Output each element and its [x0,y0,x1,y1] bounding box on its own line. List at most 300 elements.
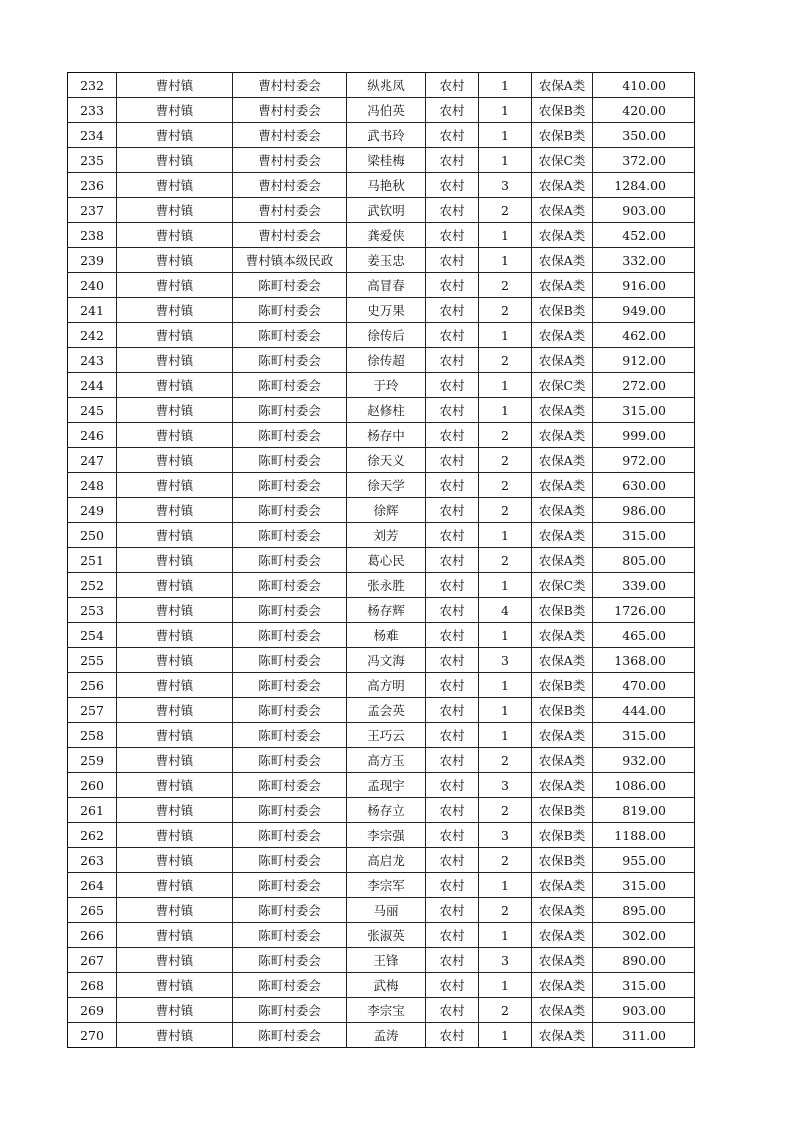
row-number: 251 [68,548,117,573]
village-committee-cell: 陈町村委会 [233,398,347,423]
amount-cell: 1368.00 [593,648,695,673]
insurance-category-cell: 农保A类 [532,423,593,448]
table-row [68,723,695,748]
town-cell: 曹村镇 [117,473,233,498]
name-cell: 高方玉 [347,748,426,773]
household-type-cell: 农村 [426,573,479,598]
village-committee-cell: 曹村村委会 [233,73,347,98]
amount-cell: 630.00 [593,473,695,498]
row-number: 233 [68,98,117,123]
insurance-category-cell: 农保A类 [532,998,593,1023]
village-committee-cell: 曹村镇本级民政 [233,248,347,273]
insurance-category-cell: 农保A类 [532,523,593,548]
household-type-cell: 农村 [426,548,479,573]
table-row [68,848,695,873]
row-number: 265 [68,898,117,923]
amount-cell: 805.00 [593,548,695,573]
town-cell: 曹村镇 [117,1023,233,1048]
persons-cell: 2 [479,198,532,223]
name-cell: 张淑英 [347,923,426,948]
persons-cell: 1 [479,98,532,123]
town-cell: 曹村镇 [117,523,233,548]
persons-cell: 1 [479,223,532,248]
persons-cell: 1 [479,73,532,98]
amount-cell: 311.00 [593,1023,695,1048]
row-number: 240 [68,273,117,298]
insurance-category-cell: 农保B类 [532,798,593,823]
amount-cell: 986.00 [593,498,695,523]
persons-cell: 2 [479,473,532,498]
name-cell: 李宗强 [347,823,426,848]
household-type-cell: 农村 [426,823,479,848]
table-row [68,648,695,673]
town-cell: 曹村镇 [117,373,233,398]
table-row [68,373,695,398]
table-row [68,1023,695,1048]
table-row [68,298,695,323]
household-type-cell: 农村 [426,998,479,1023]
row-number: 253 [68,598,117,623]
insurance-category-cell: 农保A类 [532,498,593,523]
name-cell: 龚爱侠 [347,223,426,248]
household-type-cell: 农村 [426,148,479,173]
table-row [68,623,695,648]
amount-cell: 890.00 [593,948,695,973]
persons-cell: 3 [479,648,532,673]
table-row [68,798,695,823]
persons-cell: 2 [479,423,532,448]
persons-cell: 3 [479,948,532,973]
household-type-cell: 农村 [426,398,479,423]
household-type-cell: 农村 [426,323,479,348]
village-committee-cell: 陈町村委会 [233,898,347,923]
town-cell: 曹村镇 [117,923,233,948]
household-type-cell: 农村 [426,773,479,798]
household-type-cell: 农村 [426,248,479,273]
amount-cell: 916.00 [593,273,695,298]
amount-cell: 949.00 [593,298,695,323]
name-cell: 杨存中 [347,423,426,448]
village-committee-cell: 陈町村委会 [233,598,347,623]
row-number: 261 [68,798,117,823]
village-committee-cell: 陈町村委会 [233,648,347,673]
village-committee-cell: 陈町村委会 [233,298,347,323]
row-number: 262 [68,823,117,848]
town-cell: 曹村镇 [117,323,233,348]
table-row [68,73,695,98]
row-number: 257 [68,698,117,723]
household-type-cell: 农村 [426,73,479,98]
village-committee-cell: 陈町村委会 [233,923,347,948]
table-row [68,448,695,473]
village-committee-cell: 陈町村委会 [233,448,347,473]
village-committee-cell: 陈町村委会 [233,273,347,298]
household-type-cell: 农村 [426,698,479,723]
persons-cell: 1 [479,873,532,898]
row-number: 266 [68,923,117,948]
town-cell: 曹村镇 [117,748,233,773]
amount-cell: 819.00 [593,798,695,823]
insurance-category-cell: 农保B类 [532,98,593,123]
name-cell: 赵修柱 [347,398,426,423]
table-row [68,823,695,848]
household-type-cell: 农村 [426,623,479,648]
row-number: 267 [68,948,117,973]
row-number: 242 [68,323,117,348]
amount-cell: 444.00 [593,698,695,723]
town-cell: 曹村镇 [117,723,233,748]
insurance-category-cell: 农保A类 [532,473,593,498]
insurance-category-cell: 农保A类 [532,448,593,473]
town-cell: 曹村镇 [117,798,233,823]
insurance-category-cell: 农保C类 [532,373,593,398]
village-committee-cell: 陈町村委会 [233,1023,347,1048]
table-row [68,98,695,123]
persons-cell: 2 [479,748,532,773]
household-type-cell: 农村 [426,598,479,623]
town-cell: 曹村镇 [117,648,233,673]
town-cell: 曹村镇 [117,973,233,998]
town-cell: 曹村镇 [117,273,233,298]
village-committee-cell: 陈町村委会 [233,323,347,348]
household-type-cell: 农村 [426,348,479,373]
row-number: 259 [68,748,117,773]
village-committee-cell: 陈町村委会 [233,723,347,748]
insurance-category-cell: 农保A类 [532,273,593,298]
household-type-cell: 农村 [426,873,479,898]
table-row [68,198,695,223]
town-cell: 曹村镇 [117,823,233,848]
village-committee-cell: 陈町村委会 [233,698,347,723]
table-row [68,148,695,173]
insurance-category-cell: 农保B类 [532,848,593,873]
town-cell: 曹村镇 [117,423,233,448]
table-row [68,498,695,523]
town-cell: 曹村镇 [117,248,233,273]
name-cell: 葛心民 [347,548,426,573]
amount-cell: 420.00 [593,98,695,123]
row-number: 239 [68,248,117,273]
name-cell: 孟会英 [347,698,426,723]
name-cell: 王巧云 [347,723,426,748]
persons-cell: 1 [479,923,532,948]
persons-cell: 2 [479,798,532,823]
village-committee-cell: 陈町村委会 [233,773,347,798]
table-row [68,973,695,998]
row-number: 234 [68,123,117,148]
row-number: 269 [68,998,117,1023]
village-committee-cell: 陈町村委会 [233,623,347,648]
name-cell: 于玲 [347,373,426,398]
household-type-cell: 农村 [426,848,479,873]
village-committee-cell: 陈町村委会 [233,973,347,998]
amount-cell: 1188.00 [593,823,695,848]
table-row [68,273,695,298]
table-row [68,998,695,1023]
name-cell: 徐传后 [347,323,426,348]
household-type-cell: 农村 [426,973,479,998]
persons-cell: 1 [479,573,532,598]
row-number: 246 [68,423,117,448]
name-cell: 徐天义 [347,448,426,473]
insurance-category-cell: 农保A类 [532,198,593,223]
persons-cell: 2 [479,848,532,873]
insurance-category-cell: 农保C类 [532,573,593,598]
amount-cell: 315.00 [593,523,695,548]
household-type-cell: 农村 [426,98,479,123]
town-cell: 曹村镇 [117,123,233,148]
name-cell: 徐辉 [347,498,426,523]
insurance-category-cell: 农保A类 [532,1023,593,1048]
name-cell: 马丽 [347,898,426,923]
row-number: 260 [68,773,117,798]
household-type-cell: 农村 [426,273,479,298]
row-number: 247 [68,448,117,473]
amount-cell: 315.00 [593,398,695,423]
amount-cell: 302.00 [593,923,695,948]
name-cell: 孟现宇 [347,773,426,798]
amount-cell: 410.00 [593,73,695,98]
insurance-category-cell: 农保A类 [532,773,593,798]
amount-cell: 999.00 [593,423,695,448]
row-number: 232 [68,73,117,98]
row-number: 238 [68,223,117,248]
name-cell: 杨难 [347,623,426,648]
insurance-category-cell: 农保A类 [532,323,593,348]
row-number: 244 [68,373,117,398]
row-number: 255 [68,648,117,673]
name-cell: 武钦明 [347,198,426,223]
village-committee-cell: 陈町村委会 [233,573,347,598]
persons-cell: 1 [479,373,532,398]
persons-cell: 2 [479,348,532,373]
amount-cell: 372.00 [593,148,695,173]
village-committee-cell: 陈町村委会 [233,848,347,873]
amount-cell: 1086.00 [593,773,695,798]
row-number: 263 [68,848,117,873]
town-cell: 曹村镇 [117,773,233,798]
insurance-category-cell: 农保A类 [532,873,593,898]
household-type-cell: 农村 [426,673,479,698]
name-cell: 梁桂梅 [347,148,426,173]
amount-cell: 903.00 [593,198,695,223]
row-number: 250 [68,523,117,548]
persons-cell: 2 [479,298,532,323]
village-committee-cell: 陈町村委会 [233,548,347,573]
household-type-cell: 农村 [426,648,479,673]
household-type-cell: 农村 [426,898,479,923]
row-number: 249 [68,498,117,523]
name-cell: 张永胜 [347,573,426,598]
insurance-category-cell: 农保A类 [532,348,593,373]
name-cell: 高启龙 [347,848,426,873]
household-type-cell: 农村 [426,498,479,523]
household-type-cell: 农村 [426,798,479,823]
name-cell: 李宗宝 [347,998,426,1023]
table-row [68,598,695,623]
insurance-category-cell: 农保A类 [532,973,593,998]
town-cell: 曹村镇 [117,573,233,598]
amount-cell: 339.00 [593,573,695,598]
table-row [68,873,695,898]
town-cell: 曹村镇 [117,448,233,473]
town-cell: 曹村镇 [117,848,233,873]
table-row [68,948,695,973]
name-cell: 杨存立 [347,798,426,823]
persons-cell: 3 [479,173,532,198]
table-row [68,573,695,598]
amount-cell: 332.00 [593,248,695,273]
name-cell: 武书玲 [347,123,426,148]
village-committee-cell: 曹村村委会 [233,223,347,248]
table-row [68,223,695,248]
persons-cell: 1 [479,323,532,348]
table-row [68,473,695,498]
table-row [68,323,695,348]
village-committee-cell: 陈町村委会 [233,498,347,523]
household-type-cell: 农村 [426,373,479,398]
village-committee-cell: 陈町村委会 [233,948,347,973]
row-number: 258 [68,723,117,748]
household-type-cell: 农村 [426,523,479,548]
name-cell: 孟涛 [347,1023,426,1048]
table-row [68,173,695,198]
persons-cell: 1 [479,698,532,723]
table-row [68,898,695,923]
village-committee-cell: 曹村村委会 [233,98,347,123]
amount-cell: 972.00 [593,448,695,473]
name-cell: 杨存辉 [347,598,426,623]
persons-cell: 1 [479,398,532,423]
persons-cell: 3 [479,773,532,798]
table-row [68,348,695,373]
village-committee-cell: 曹村村委会 [233,173,347,198]
amount-cell: 1284.00 [593,173,695,198]
household-type-cell: 农村 [426,1023,479,1048]
town-cell: 曹村镇 [117,173,233,198]
row-number: 236 [68,173,117,198]
table-row [68,748,695,773]
insurance-category-cell: 农保A类 [532,948,593,973]
table-row [68,123,695,148]
table-row [68,773,695,798]
name-cell: 徐天学 [347,473,426,498]
name-cell: 纵兆凤 [347,73,426,98]
table-row [68,248,695,273]
insurance-category-cell: 农保A类 [532,623,593,648]
amount-cell: 315.00 [593,973,695,998]
insurance-category-cell: 农保B类 [532,298,593,323]
persons-cell: 1 [479,673,532,698]
village-committee-cell: 陈町村委会 [233,373,347,398]
table-row [68,398,695,423]
persons-cell: 3 [479,823,532,848]
village-committee-cell: 陈町村委会 [233,423,347,448]
village-committee-cell: 陈町村委会 [233,748,347,773]
village-committee-cell: 陈町村委会 [233,673,347,698]
row-number: 254 [68,623,117,648]
village-committee-cell: 陈町村委会 [233,873,347,898]
table-row [68,673,695,698]
insurance-category-cell: 农保A类 [532,73,593,98]
row-number: 252 [68,573,117,598]
persons-cell: 4 [479,598,532,623]
town-cell: 曹村镇 [117,548,233,573]
household-type-cell: 农村 [426,723,479,748]
village-committee-cell: 陈町村委会 [233,473,347,498]
village-committee-cell: 陈町村委会 [233,823,347,848]
amount-cell: 350.00 [593,123,695,148]
household-type-cell: 农村 [426,298,479,323]
town-cell: 曹村镇 [117,398,233,423]
household-type-cell: 农村 [426,473,479,498]
persons-cell: 1 [479,623,532,648]
insurance-category-cell: 农保B类 [532,698,593,723]
village-committee-cell: 曹村村委会 [233,148,347,173]
amount-cell: 470.00 [593,673,695,698]
row-number: 241 [68,298,117,323]
village-committee-cell: 曹村村委会 [233,198,347,223]
household-type-cell: 农村 [426,448,479,473]
row-number: 235 [68,148,117,173]
persons-cell: 1 [479,723,532,748]
amount-cell: 315.00 [593,723,695,748]
village-committee-cell: 陈町村委会 [233,348,347,373]
insurance-category-cell: 农保B类 [532,823,593,848]
insurance-category-cell: 农保A类 [532,898,593,923]
persons-cell: 1 [479,123,532,148]
table-row [68,523,695,548]
persons-cell: 1 [479,148,532,173]
amount-cell: 465.00 [593,623,695,648]
household-type-cell: 农村 [426,923,479,948]
table-row [68,423,695,448]
insurance-category-cell: 农保C类 [532,148,593,173]
table-row [68,698,695,723]
insurance-category-cell: 农保B类 [532,673,593,698]
amount-cell: 452.00 [593,223,695,248]
persons-cell: 2 [479,898,532,923]
persons-cell: 2 [479,448,532,473]
table-body [68,73,695,1048]
name-cell: 刘芳 [347,523,426,548]
amount-cell: 315.00 [593,873,695,898]
insurance-category-cell: 农保A类 [532,723,593,748]
village-committee-cell: 陈町村委会 [233,998,347,1023]
persons-cell: 2 [479,273,532,298]
name-cell: 高冒春 [347,273,426,298]
amount-cell: 462.00 [593,323,695,348]
town-cell: 曹村镇 [117,698,233,723]
insurance-category-cell: 农保B类 [532,123,593,148]
town-cell: 曹村镇 [117,148,233,173]
village-committee-cell: 曹村村委会 [233,123,347,148]
row-number: 256 [68,673,117,698]
row-number: 268 [68,973,117,998]
row-number: 237 [68,198,117,223]
household-type-cell: 农村 [426,423,479,448]
household-type-cell: 农村 [426,948,479,973]
persons-cell: 1 [479,1023,532,1048]
town-cell: 曹村镇 [117,198,233,223]
insurance-category-cell: 农保A类 [532,923,593,948]
household-type-cell: 农村 [426,223,479,248]
persons-cell: 2 [479,548,532,573]
insurance-category-cell: 农保A类 [532,248,593,273]
amount-cell: 895.00 [593,898,695,923]
village-committee-cell: 陈町村委会 [233,798,347,823]
name-cell: 高方明 [347,673,426,698]
